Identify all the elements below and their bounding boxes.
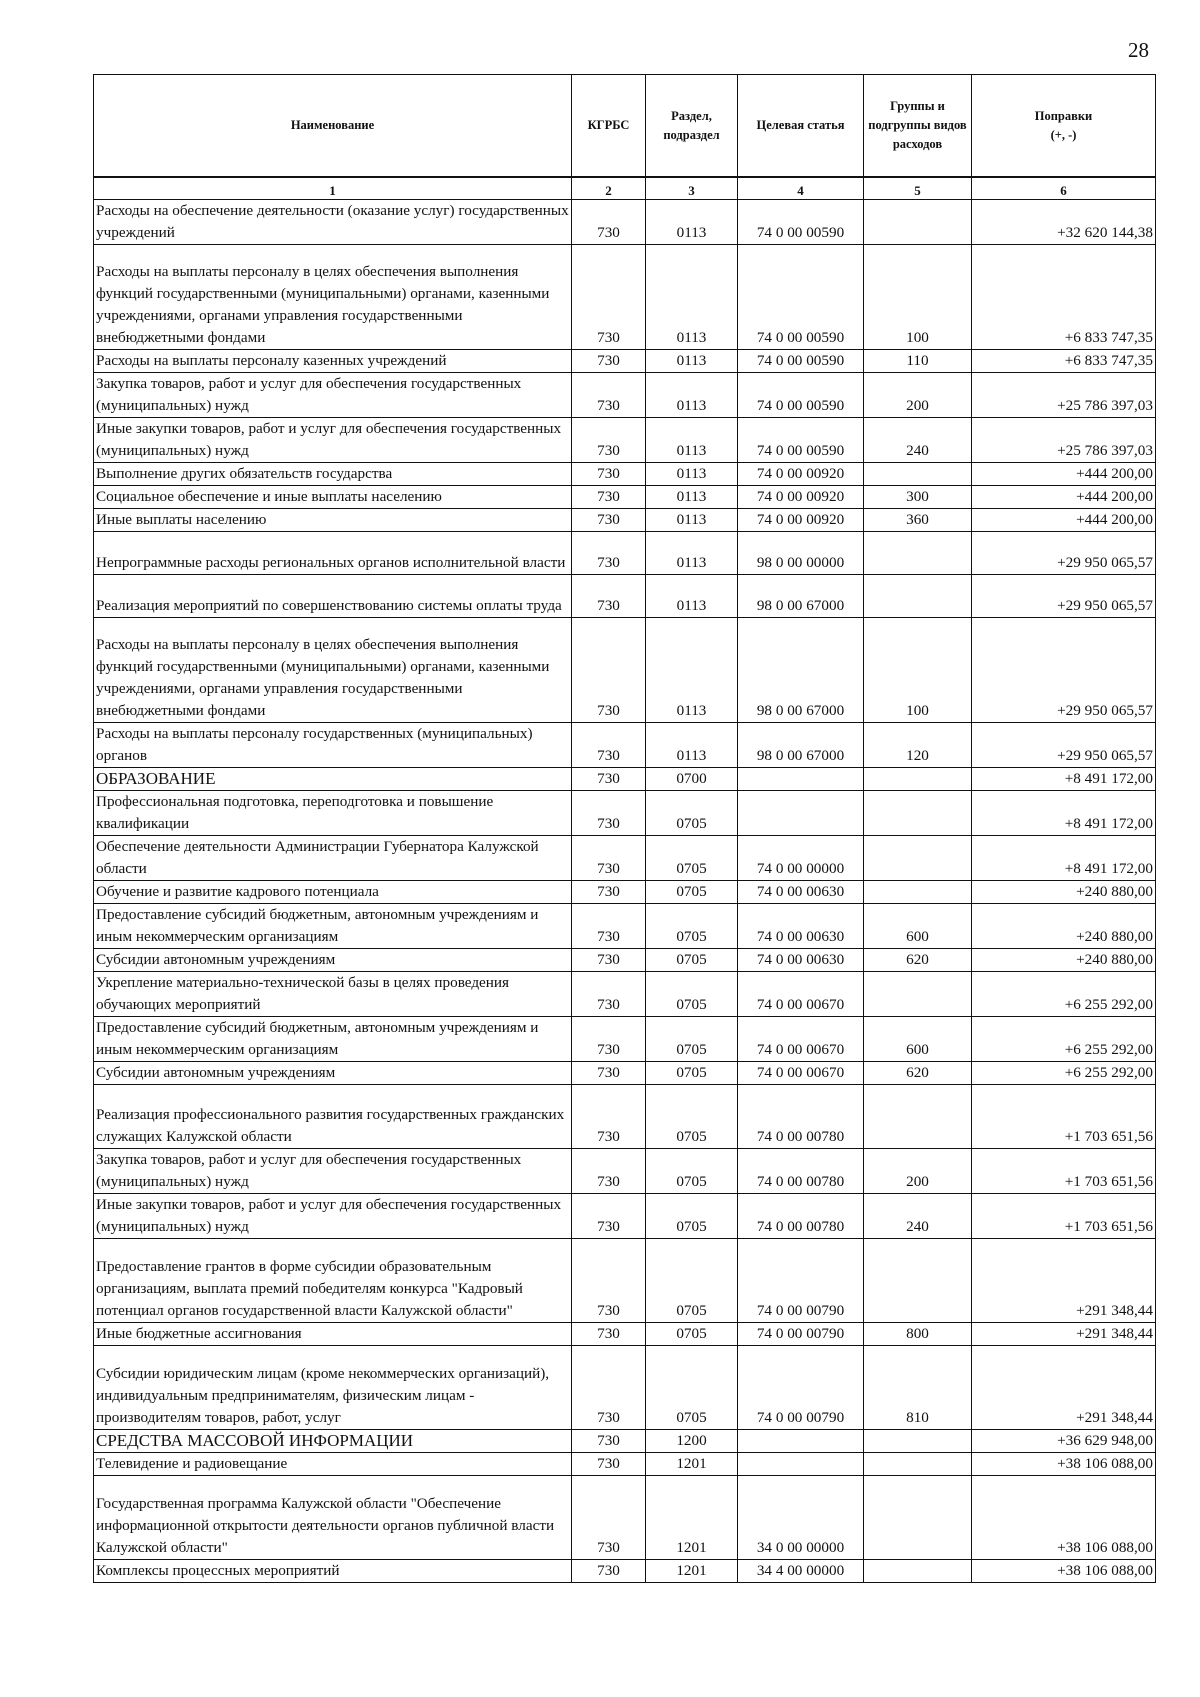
table-row bbox=[94, 486, 1156, 509]
row-group: 120 bbox=[864, 723, 972, 768]
row-target: 74 0 00 00630 bbox=[738, 949, 864, 972]
row-group: 300 bbox=[864, 486, 972, 509]
row-target: 98 0 00 67000 bbox=[738, 575, 864, 618]
row-target: 74 0 00 00920 bbox=[738, 486, 864, 509]
row-kgrbs: 730 bbox=[572, 509, 646, 532]
row-group bbox=[864, 1239, 972, 1323]
row-kgrbs: 730 bbox=[572, 1346, 646, 1430]
row-name: Обеспечение деятельности Администрации Губернатора Калужской области bbox=[94, 836, 572, 881]
row-kgrbs: 730 bbox=[572, 350, 646, 373]
row-target: 74 0 00 00000 bbox=[738, 836, 864, 881]
row-amount: +6 255 292,00 bbox=[972, 972, 1156, 1017]
column-number: 6 bbox=[972, 177, 1156, 200]
row-name: Социальное обеспечение и иные выплаты населению bbox=[94, 486, 572, 509]
row-target: 74 0 00 00630 bbox=[738, 904, 864, 949]
row-kgrbs: 730 bbox=[572, 881, 646, 904]
row-kgrbs: 730 bbox=[572, 1430, 646, 1453]
row-section: 1200 bbox=[646, 1430, 738, 1453]
row-name: Обучение и развитие кадрового потенциала bbox=[94, 881, 572, 904]
table-row bbox=[94, 373, 1156, 418]
column-number: 3 bbox=[646, 177, 738, 200]
row-section: 0705 bbox=[646, 1017, 738, 1062]
row-section: 0705 bbox=[646, 1062, 738, 1085]
row-amount: +1 703 651,56 bbox=[972, 1085, 1156, 1149]
row-amount: +444 200,00 bbox=[972, 509, 1156, 532]
row-target: 74 0 00 00790 bbox=[738, 1346, 864, 1430]
row-section: 1201 bbox=[646, 1560, 738, 1583]
table-row bbox=[94, 723, 1156, 768]
table-row bbox=[94, 350, 1156, 373]
row-section: 0113 bbox=[646, 245, 738, 350]
row-kgrbs: 730 bbox=[572, 1194, 646, 1239]
row-target bbox=[738, 791, 864, 836]
row-kgrbs: 730 bbox=[572, 1453, 646, 1476]
row-group: 620 bbox=[864, 1062, 972, 1085]
row-target: 74 0 00 00790 bbox=[738, 1323, 864, 1346]
row-kgrbs: 730 bbox=[572, 723, 646, 768]
row-name: Расходы на обеспечение деятельности (оказание услуг) государственных учреждений bbox=[94, 200, 572, 245]
row-target: 34 4 00 00000 bbox=[738, 1560, 864, 1583]
row-section: 1201 bbox=[646, 1453, 738, 1476]
row-section: 0705 bbox=[646, 791, 738, 836]
row-group: 620 bbox=[864, 949, 972, 972]
header-name: Наименование bbox=[94, 75, 572, 178]
row-group: 810 bbox=[864, 1346, 972, 1430]
row-section: 0113 bbox=[646, 509, 738, 532]
row-target: 74 0 00 00780 bbox=[738, 1194, 864, 1239]
row-kgrbs: 730 bbox=[572, 904, 646, 949]
row-name: Субсидии автономным учреждениям bbox=[94, 1062, 572, 1085]
row-section: 1201 bbox=[646, 1476, 738, 1560]
column-number: 4 bbox=[738, 177, 864, 200]
row-target: 98 0 00 67000 bbox=[738, 618, 864, 723]
row-section: 0113 bbox=[646, 575, 738, 618]
table-row bbox=[94, 1062, 1156, 1085]
row-group: 800 bbox=[864, 1323, 972, 1346]
row-section: 0705 bbox=[646, 972, 738, 1017]
table-row bbox=[94, 463, 1156, 486]
header-section: Раздел, подраздел bbox=[646, 75, 738, 178]
row-group: 100 bbox=[864, 618, 972, 723]
budget-amendments-table bbox=[93, 74, 1156, 1583]
row-kgrbs: 730 bbox=[572, 618, 646, 723]
row-section: 0113 bbox=[646, 350, 738, 373]
row-amount: +240 880,00 bbox=[972, 904, 1156, 949]
row-amount: +6 255 292,00 bbox=[972, 1062, 1156, 1085]
row-name: Государственная программа Калужской области "Обеспечение информационной открытости деятельности органов публичной власти Калужской области" bbox=[94, 1476, 572, 1560]
row-target: 34 0 00 00000 bbox=[738, 1476, 864, 1560]
row-kgrbs: 730 bbox=[572, 1062, 646, 1085]
table-row bbox=[94, 1346, 1156, 1430]
row-target bbox=[738, 1430, 864, 1453]
column-number: 1 bbox=[94, 177, 572, 200]
row-kgrbs: 730 bbox=[572, 768, 646, 791]
row-target: 74 0 00 00670 bbox=[738, 1017, 864, 1062]
row-amount: +1 703 651,56 bbox=[972, 1194, 1156, 1239]
row-target: 74 0 00 00780 bbox=[738, 1085, 864, 1149]
row-amount: +38 106 088,00 bbox=[972, 1560, 1156, 1583]
table-row bbox=[94, 1453, 1156, 1476]
row-kgrbs: 730 bbox=[572, 972, 646, 1017]
row-kgrbs: 730 bbox=[572, 1476, 646, 1560]
row-amount: +8 491 172,00 bbox=[972, 768, 1156, 791]
row-group bbox=[864, 836, 972, 881]
row-kgrbs: 730 bbox=[572, 486, 646, 509]
row-name: Закупка товаров, работ и услуг для обеспечения государственных (муниципальных) нужд bbox=[94, 1149, 572, 1194]
row-amount: +29 950 065,57 bbox=[972, 575, 1156, 618]
header-amendments-label: Поправки bbox=[1034, 108, 1093, 123]
header-amendments bbox=[972, 75, 1156, 178]
table-row bbox=[94, 418, 1156, 463]
row-section: 0113 bbox=[646, 418, 738, 463]
row-kgrbs: 730 bbox=[572, 949, 646, 972]
table-row bbox=[94, 1239, 1156, 1323]
row-name: Субсидии юридическим лицам (кроме некоммерческих организаций), индивидуальным предпринимателям, физическим лицам - производителям товаров, работ, услуг bbox=[94, 1346, 572, 1430]
table-body bbox=[94, 200, 1156, 1583]
row-target: 74 0 00 00590 bbox=[738, 418, 864, 463]
row-amount: +240 880,00 bbox=[972, 949, 1156, 972]
row-group bbox=[864, 1453, 972, 1476]
row-amount: +29 950 065,57 bbox=[972, 532, 1156, 575]
table-row bbox=[94, 1085, 1156, 1149]
row-name: Профессиональная подготовка, переподготовка и повышение квалификации bbox=[94, 791, 572, 836]
row-section: 0113 bbox=[646, 373, 738, 418]
row-section: 0705 bbox=[646, 1194, 738, 1239]
row-group bbox=[864, 1560, 972, 1583]
row-section: 0705 bbox=[646, 1149, 738, 1194]
row-kgrbs: 730 bbox=[572, 1149, 646, 1194]
table-row bbox=[94, 1476, 1156, 1560]
row-name: Непрограммные расходы региональных органов исполнительной власти bbox=[94, 532, 572, 575]
table-row bbox=[94, 791, 1156, 836]
row-target: 74 0 00 00780 bbox=[738, 1149, 864, 1194]
row-section: 0700 bbox=[646, 768, 738, 791]
row-name: Предоставление субсидий бюджетным, автономным учреждениям и иным некоммерческим организациям bbox=[94, 904, 572, 949]
row-name: Предоставление субсидий бюджетным, автономным учреждениям и иным некоммерческим организациям bbox=[94, 1017, 572, 1062]
row-name: Реализация мероприятий по совершенствованию системы оплаты труда bbox=[94, 575, 572, 618]
row-kgrbs: 730 bbox=[572, 575, 646, 618]
row-section: 0705 bbox=[646, 881, 738, 904]
row-section: 0113 bbox=[646, 532, 738, 575]
row-section: 0705 bbox=[646, 1346, 738, 1430]
row-section: 0705 bbox=[646, 1323, 738, 1346]
header-groups: Группы и подгруппы видов расходов bbox=[864, 75, 972, 178]
row-name: Иные закупки товаров, работ и услуг для обеспечения государственных (муниципальных) нужд bbox=[94, 418, 572, 463]
row-amount: +29 950 065,57 bbox=[972, 618, 1156, 723]
row-name: Телевидение и радиовещание bbox=[94, 1453, 572, 1476]
row-amount: +29 950 065,57 bbox=[972, 723, 1156, 768]
table-row bbox=[94, 972, 1156, 1017]
row-group: 240 bbox=[864, 1194, 972, 1239]
table-row bbox=[94, 949, 1156, 972]
row-target: 74 0 00 00590 bbox=[738, 245, 864, 350]
row-target: 74 0 00 00670 bbox=[738, 1062, 864, 1085]
table-row bbox=[94, 509, 1156, 532]
row-target: 74 0 00 00590 bbox=[738, 373, 864, 418]
row-name: Расходы на выплаты персоналу государственных (муниципальных) органов bbox=[94, 723, 572, 768]
row-amount: +240 880,00 bbox=[972, 881, 1156, 904]
row-amount: +444 200,00 bbox=[972, 486, 1156, 509]
row-amount: +38 106 088,00 bbox=[972, 1476, 1156, 1560]
table-row bbox=[94, 1194, 1156, 1239]
table-row bbox=[94, 532, 1156, 575]
header-target: Целевая статья bbox=[738, 75, 864, 178]
row-name: ОБРАЗОВАНИЕ bbox=[94, 768, 572, 791]
table-row bbox=[94, 768, 1156, 791]
row-amount: +1 703 651,56 bbox=[972, 1149, 1156, 1194]
table-row bbox=[94, 1323, 1156, 1346]
header-kgrbs: КГРБС bbox=[572, 75, 646, 178]
row-name: Закупка товаров, работ и услуг для обеспечения государственных (муниципальных) нужд bbox=[94, 373, 572, 418]
row-target: 74 0 00 00590 bbox=[738, 350, 864, 373]
row-kgrbs: 730 bbox=[572, 373, 646, 418]
row-kgrbs: 730 bbox=[572, 1085, 646, 1149]
row-group bbox=[864, 1085, 972, 1149]
row-amount: +291 348,44 bbox=[972, 1346, 1156, 1430]
row-kgrbs: 730 bbox=[572, 200, 646, 245]
row-group bbox=[864, 200, 972, 245]
row-group bbox=[864, 791, 972, 836]
row-group: 110 bbox=[864, 350, 972, 373]
table-row bbox=[94, 575, 1156, 618]
row-group: 200 bbox=[864, 1149, 972, 1194]
row-kgrbs: 730 bbox=[572, 418, 646, 463]
row-section: 0705 bbox=[646, 1239, 738, 1323]
row-amount: +8 491 172,00 bbox=[972, 836, 1156, 881]
row-amount: +38 106 088,00 bbox=[972, 1453, 1156, 1476]
row-target: 74 0 00 00920 bbox=[738, 463, 864, 486]
column-number: 2 bbox=[572, 177, 646, 200]
table-row bbox=[94, 1560, 1156, 1583]
row-amount: +291 348,44 bbox=[972, 1323, 1156, 1346]
row-kgrbs: 730 bbox=[572, 836, 646, 881]
row-name: Субсидии автономным учреждениям bbox=[94, 949, 572, 972]
row-group: 100 bbox=[864, 245, 972, 350]
row-name: Укрепление материально-технической базы в целях проведения обучающих мероприятий bbox=[94, 972, 572, 1017]
table-row bbox=[94, 881, 1156, 904]
row-name: Реализация профессионального развития государственных гражданских служащих Калужской области bbox=[94, 1085, 572, 1149]
page-number: 28 bbox=[1128, 38, 1149, 62]
table-row bbox=[94, 1430, 1156, 1453]
row-group bbox=[864, 575, 972, 618]
row-amount: +32 620 144,38 bbox=[972, 200, 1156, 245]
row-target: 74 0 00 00790 bbox=[738, 1239, 864, 1323]
row-kgrbs: 730 bbox=[572, 1239, 646, 1323]
table-row bbox=[94, 200, 1156, 245]
row-section: 0113 bbox=[646, 723, 738, 768]
row-section: 0705 bbox=[646, 836, 738, 881]
row-group bbox=[864, 1430, 972, 1453]
column-number: 5 bbox=[864, 177, 972, 200]
row-group: 200 bbox=[864, 373, 972, 418]
row-group bbox=[864, 1476, 972, 1560]
row-target bbox=[738, 768, 864, 791]
table-row bbox=[94, 904, 1156, 949]
row-name: Расходы на выплаты персоналу казенных учреждений bbox=[94, 350, 572, 373]
row-name: Расходы на выплаты персоналу в целях обеспечения выполнения функций государственными (муниципальными) органами, казенными учреждениями, органами управления государственными внебюджетными фондами bbox=[94, 618, 572, 723]
header-amendments-sign: (+, -) bbox=[1050, 127, 1077, 142]
row-section: 0113 bbox=[646, 618, 738, 723]
row-group bbox=[864, 463, 972, 486]
row-amount: +6 833 747,35 bbox=[972, 350, 1156, 373]
row-section: 0113 bbox=[646, 463, 738, 486]
row-name: Предоставление грантов в форме субсидии образовательным организациям, выплата премий победителям конкурса "Кадровый потенциал органов государственной власти Калужской области" bbox=[94, 1239, 572, 1323]
row-amount: +291 348,44 bbox=[972, 1239, 1156, 1323]
row-name: Выполнение других обязательств государства bbox=[94, 463, 572, 486]
row-target: 74 0 00 00630 bbox=[738, 881, 864, 904]
row-group: 240 bbox=[864, 418, 972, 463]
row-group bbox=[864, 972, 972, 1017]
row-amount: +25 786 397,03 bbox=[972, 373, 1156, 418]
row-group bbox=[864, 768, 972, 791]
table-row bbox=[94, 245, 1156, 350]
row-target: 74 0 00 00670 bbox=[738, 972, 864, 1017]
row-amount: +25 786 397,03 bbox=[972, 418, 1156, 463]
row-target bbox=[738, 1453, 864, 1476]
row-kgrbs: 730 bbox=[572, 245, 646, 350]
column-number-row bbox=[94, 177, 1156, 200]
row-kgrbs: 730 bbox=[572, 1323, 646, 1346]
row-group bbox=[864, 881, 972, 904]
row-name: Иные выплаты населению bbox=[94, 509, 572, 532]
row-kgrbs: 730 bbox=[572, 1017, 646, 1062]
table-row bbox=[94, 1149, 1156, 1194]
table-row bbox=[94, 1017, 1156, 1062]
table-row bbox=[94, 836, 1156, 881]
row-amount: +36 629 948,00 bbox=[972, 1430, 1156, 1453]
row-name: СРЕДСТВА МАССОВОЙ ИНФОРМАЦИИ bbox=[94, 1430, 572, 1453]
row-amount: +444 200,00 bbox=[972, 463, 1156, 486]
row-group: 600 bbox=[864, 1017, 972, 1062]
row-section: 0705 bbox=[646, 949, 738, 972]
row-name: Комплексы процессных мероприятий bbox=[94, 1560, 572, 1583]
row-group: 360 bbox=[864, 509, 972, 532]
row-target: 98 0 00 67000 bbox=[738, 723, 864, 768]
row-kgrbs: 730 bbox=[572, 1560, 646, 1583]
row-group bbox=[864, 532, 972, 575]
row-amount: +6 255 292,00 bbox=[972, 1017, 1156, 1062]
row-amount: +8 491 172,00 bbox=[972, 791, 1156, 836]
row-group: 600 bbox=[864, 904, 972, 949]
row-target: 74 0 00 00590 bbox=[738, 200, 864, 245]
row-section: 0113 bbox=[646, 486, 738, 509]
row-section: 0705 bbox=[646, 1085, 738, 1149]
row-section: 0113 bbox=[646, 200, 738, 245]
row-amount: +6 833 747,35 bbox=[972, 245, 1156, 350]
row-target: 74 0 00 00920 bbox=[738, 509, 864, 532]
row-name: Расходы на выплаты персоналу в целях обеспечения выполнения функций государственными (муниципальными) органами, казенными учреждениями, органами управления государственными внебюджетными фондами bbox=[94, 245, 572, 350]
row-name: Иные бюджетные ассигнования bbox=[94, 1323, 572, 1346]
row-kgrbs: 730 bbox=[572, 532, 646, 575]
row-target: 98 0 00 00000 bbox=[738, 532, 864, 575]
row-section: 0705 bbox=[646, 904, 738, 949]
table-header-row bbox=[94, 75, 1156, 178]
row-kgrbs: 730 bbox=[572, 463, 646, 486]
row-name: Иные закупки товаров, работ и услуг для обеспечения государственных (муниципальных) нужд bbox=[94, 1194, 572, 1239]
row-kgrbs: 730 bbox=[572, 791, 646, 836]
table-row bbox=[94, 618, 1156, 723]
